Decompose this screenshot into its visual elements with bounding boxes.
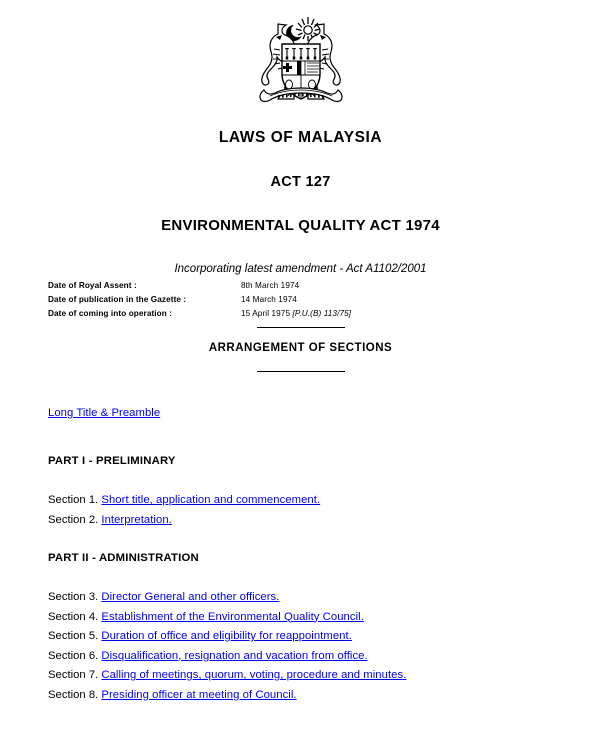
list-item [48,629,568,649]
spacer [48,421,568,454]
list-item [48,513,568,533]
section-label: Section 4. [48,610,99,623]
date-reference: [P.U.(B) 113/75] [292,309,352,318]
link-section-3[interactable]: Director General and other officers. [101,591,280,603]
link-long-title-preamble[interactable]: Long Title & Preamble [48,407,161,419]
list-item [48,668,568,688]
link-section-1[interactable]: Short title, application and commencement. [101,494,321,506]
list-item [48,610,568,630]
date-value [241,307,351,321]
part-heading-1: PART I - PRELIMINARY [48,455,176,467]
list-item [48,590,568,610]
link-section-6[interactable]: Disqualification, resignation and vacation from office. [101,649,368,662]
section-label: Section 8. [48,688,99,701]
spacer [48,469,568,493]
section-label: Section 7. [48,669,99,681]
link-section-8[interactable]: Presiding officer at meeting of Council. [101,688,297,701]
list-item [48,688,568,708]
date-value [241,293,297,307]
link-section-7[interactable]: Calling of meetings, quorum, voting, procedure and minutes. [101,669,407,681]
date-row [48,293,528,307]
date-value-text: 14 March 1974 [241,295,297,304]
arrangement-title: ARRANGEMENT OF SECTIONS [208,342,393,354]
divider-bottom [257,371,345,372]
date-value [241,279,299,293]
act-title: ENVIRONMENTAL QUALITY ACT 1974 [161,217,440,234]
title-block [0,130,601,276]
section-label: Section 2. [48,513,99,526]
table-of-contents [48,404,568,707]
date-label: Date of publication in the Gazette : [48,295,187,304]
spacer [48,566,568,590]
section-label: Section 3. [48,591,99,603]
date-value-text: 15 April 1975 [241,309,291,318]
section-label: Section 5. [48,630,99,642]
act-number: ACT 127 [270,173,331,190]
amendment-note: Incorporating latest amendment - Act A1102/2001 [174,263,427,275]
link-section-5[interactable]: Duration of office and eligibility for reappointment. [101,630,352,642]
arrangement-block [0,327,601,372]
date-value-text: 8th March 1974 [241,281,300,290]
spacer [48,532,568,551]
link-section-4[interactable]: Establishment of the Environmental Quality Council. [101,610,364,623]
page-title: LAWS OF MALAYSIA [218,129,383,146]
dates-block [48,279,528,321]
section-label: Section 6. [48,649,99,662]
list-item [48,493,568,513]
list-item [48,649,568,669]
link-section-2[interactable]: Interpretation. [101,513,172,526]
list-item [48,404,568,421]
section-label: Section 1. [48,494,99,506]
date-label: Date of coming into operation : [48,309,173,318]
malaysian-coat-of-arms-icon [242,8,360,112]
date-row [48,307,528,321]
part-heading-2: PART II - ADMINISTRATION [48,552,199,564]
date-label: Date of Royal Assent : [48,281,137,290]
date-row [48,279,528,293]
emblem-container [0,8,601,117]
